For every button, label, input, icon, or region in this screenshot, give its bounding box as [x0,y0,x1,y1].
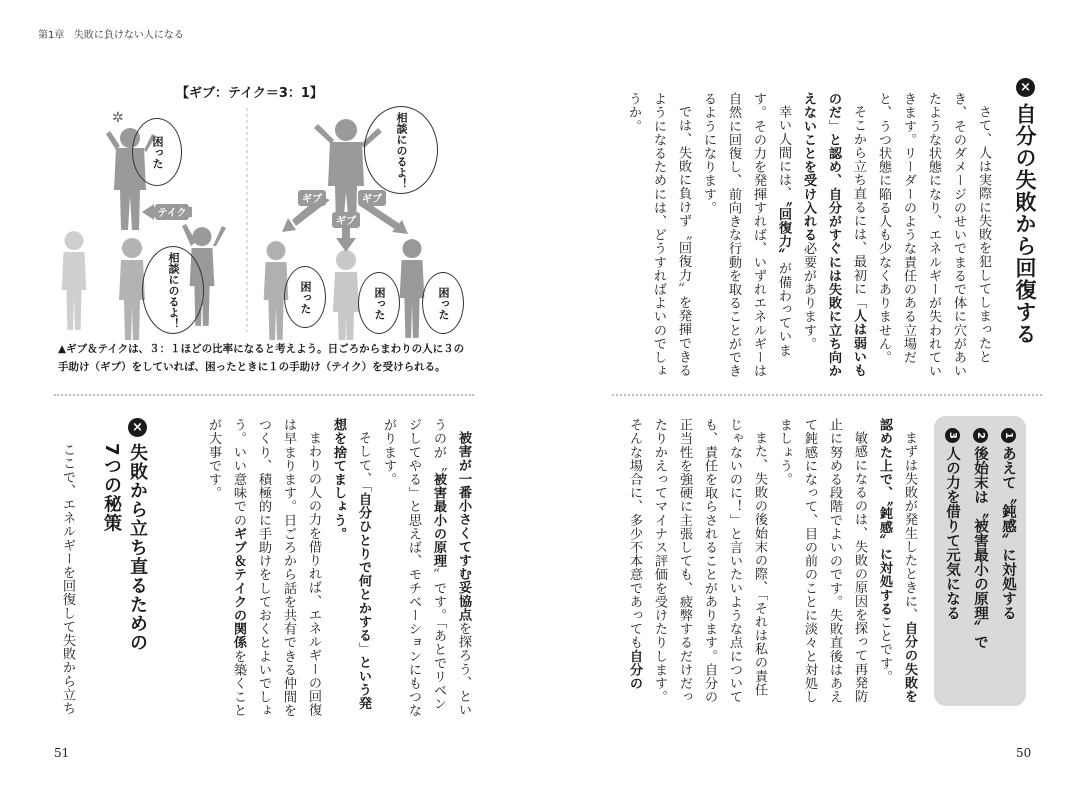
bubble-offer-help-bottom: 相談にのるよ！ [142,246,204,334]
text-run: が備わっています。その力を発揮すれば、いずれエネルギーは自然に回復し、前向きな行動を取ることができるようになります。 [701,92,791,378]
give-label-2: ギブ [336,216,356,227]
paragraph [872,418,922,710]
bubble-troubled-3: 困った [422,272,464,334]
text-run: 〟です。「あとでリベンジしてやる」と思えば、モチベーションにもつながります。 [381,418,446,718]
figure-caption: ▲ギブ＆テイクは、３：１ほどの比率になると考えよう。日ごろからまわりの人に３の手助け（ギブ）をしていれば、困ったときに１の手助け（テイク）を受けられる。 [58,343,465,373]
emphasis-text: 自分の [627,649,642,691]
emphasis-text: 人は弱いものだ [826,92,866,378]
summary-item-2: 2後始末は〝被害最小の原理〟で [966,428,994,700]
emphasis-text: 被害が一番小さくてすむ妥協点 [456,431,471,622]
text-run: 必要があります。 [801,241,816,351]
left-lower-text [186,418,476,718]
text-run: ことです。 [877,615,892,684]
left-heading-line1: ×失敗から立ち直るための [127,419,148,652]
text-run: まずは失敗が発生したときに、 [902,431,917,622]
chapter-title: 失敗に負けない人になる [73,30,184,41]
left-heading [98,418,150,708]
emphasis-text: 自分ひとりで何とかする [356,492,371,643]
summary-item-1: 1あえて〝鈍感〟に対処する [994,428,1022,700]
text-run: まわりの人の力を借りれば、エネルギーの回復は早まります。日ごろから話を共有できる仲間をつくり、積極的に手助けをしておくとよいでしょう。いい意味での [231,418,321,718]
left-lead-text: ここで、エネルギーを回復して失敗から立ち [60,443,75,716]
running-header [38,26,184,41]
take-arrow [142,204,192,220]
text-run: そして、「 [356,431,371,493]
person-receiver-right [400,239,425,338]
x-mark-icon: × [1018,79,1033,96]
text-run: そこから立ち直るには、最初に「 [851,105,866,310]
give-label-3: ギブ [362,194,382,205]
text-run: を探ろう、というのが〝 [431,418,471,717]
x-mark-icon: × [130,419,145,436]
bubble-troubled-2: 困った [358,272,400,334]
person-bystander [62,231,87,330]
right-divider [612,394,1042,396]
text-run: を築くことが大事です。 [206,418,246,718]
text-run: では、失敗に負けず〝回復力〟を発揮できるようになるためには、どうすればよいのでしょうか。 [626,92,691,378]
number-3-icon: 3 [945,428,960,443]
chapter-number: 第1章 [38,30,65,41]
page-number-left: 51 [54,746,70,760]
right-upper-text [622,92,996,382]
summary-item-3: 3人の力を借りて元気になる [938,428,966,700]
figure-title: 【ギブ：テイク＝3：1】 [176,86,323,101]
emphasis-text: ギブ＆テイクの関係 [231,526,246,650]
paragraph [871,92,996,382]
text-run: 」 [356,642,371,656]
emphasis-text: 自分の失敗を認めた上で、〝鈍感〟に対処する [877,418,917,704]
text-run: 敏感になるのは、失敗の原因を探って再発防止に努める段階でよいのです。失敗直後はあえて鈍感になって、目の前のことに淡々と対処しましょう。 [777,418,867,704]
text-run: 幸い人間には、 [776,105,791,201]
left-divider [54,394,474,396]
right-heading [1012,78,1038,368]
bubble-troubled-1: 困った [284,266,326,328]
take-label: テイク [157,208,187,219]
text-run: また、失敗の後始末の際、「それは私の責任じゃないのに！」と言いたいような点についても、責任を取らされることがあります。自分の正当性を強硬に主張しても、疲弊するだけだったりかえってマイナス評価を受けたりします。そんな場合に、多少不本意であっても [627,418,767,704]
bubble-troubled-left: 困った [132,118,182,186]
paragraph [622,418,772,710]
give-label-1: ギブ [302,194,322,205]
paragraph [326,418,376,718]
paragraph [796,92,871,382]
left-heading-line2: 7つの秘策 [101,443,122,533]
summary-list [938,428,1022,700]
text-run: 」 [826,119,841,133]
right-lower-text [622,418,922,710]
emphasis-text: という発想を捨てましょう。 [331,418,371,711]
text-run: さて、人は実際に失敗を犯してしまったとき、そのダメージのせいでまるで体に穴があいたような状態になり、エネルギーが失われていきます。リーダーのような責任のある立場だと、うつ状態に陥る人も少なくありません。 [876,92,991,378]
paragraph [621,92,696,382]
bubble-offer-help-top: 相談にのるよ！ [364,106,438,194]
right-heading-text: 自分の失敗から回復する [1013,103,1037,345]
emphasis-text: 被害最小の原理 [431,472,446,568]
emphasis-text: 〝回復力〟 [776,200,791,262]
paragraph [772,418,872,710]
paragraph [201,418,326,718]
person-receiver-center [333,250,359,340]
paragraph [376,418,476,718]
emphasis-text: と認め、自分がすぐには失敗に立ち向かえないことを受け入れる [801,92,841,378]
paragraph [696,92,796,382]
number-1-icon: 1 [1001,428,1016,443]
page-number-right: 50 [1016,746,1032,760]
number-2-icon: 2 [973,428,988,443]
stress-mark-icon: ✲ [112,110,124,126]
